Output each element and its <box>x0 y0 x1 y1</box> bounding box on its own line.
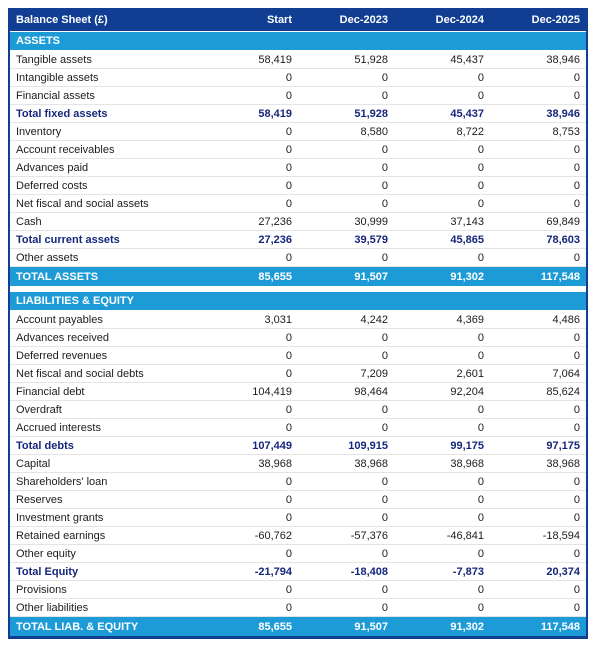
table-row <box>10 437 586 455</box>
row-value: 38,968 <box>298 455 394 473</box>
row-label: Deferred costs <box>10 177 202 195</box>
row-value: 0 <box>202 249 298 267</box>
table-row <box>10 419 586 437</box>
row-value: 0 <box>202 123 298 141</box>
row-value: 0 <box>490 159 586 177</box>
row-value: 0 <box>298 87 394 105</box>
row-value: 0 <box>394 177 490 195</box>
row-label: Net fiscal and social debts <box>10 365 202 383</box>
row-value: 0 <box>298 509 394 527</box>
grand-total-value: 91,507 <box>298 617 394 637</box>
row-label: Total debts <box>10 437 202 455</box>
grand-total-value: 91,302 <box>394 617 490 637</box>
row-value: 0 <box>394 581 490 599</box>
grand-total-value: 85,655 <box>202 617 298 637</box>
table-row <box>10 491 586 509</box>
row-label: Tangible assets <box>10 51 202 69</box>
row-value: 97,175 <box>490 437 586 455</box>
row-value: 0 <box>202 177 298 195</box>
row-value: 0 <box>394 419 490 437</box>
row-value: 0 <box>298 599 394 617</box>
row-value: 0 <box>298 159 394 177</box>
table-row <box>10 87 586 105</box>
row-label: Other equity <box>10 545 202 563</box>
section-header-row <box>10 32 586 51</box>
row-label: Retained earnings <box>10 527 202 545</box>
row-value: 0 <box>298 69 394 87</box>
row-value: 0 <box>490 249 586 267</box>
row-label: Intangible assets <box>10 69 202 87</box>
row-value: 0 <box>490 599 586 617</box>
row-value: 0 <box>298 545 394 563</box>
row-value: 0 <box>394 473 490 491</box>
table-row <box>10 311 586 329</box>
table-row <box>10 195 586 213</box>
row-value: 0 <box>298 177 394 195</box>
row-value: 0 <box>394 141 490 159</box>
row-label: Provisions <box>10 581 202 599</box>
row-value: 0 <box>490 329 586 347</box>
row-value: -60,762 <box>202 527 298 545</box>
row-value: 0 <box>202 581 298 599</box>
column-header-dec-2025: Dec-2025 <box>490 8 586 32</box>
row-value: 0 <box>394 545 490 563</box>
row-label: Reserves <box>10 491 202 509</box>
column-header-dec-2024: Dec-2024 <box>394 8 490 32</box>
row-value: 0 <box>490 177 586 195</box>
column-header-start: Start <box>202 8 298 32</box>
row-value: 0 <box>394 69 490 87</box>
table-row <box>10 231 586 249</box>
balance-sheet <box>10 8 586 636</box>
table-row <box>10 329 586 347</box>
row-value: 0 <box>394 195 490 213</box>
row-value: 107,449 <box>202 437 298 455</box>
row-value: 104,419 <box>202 383 298 401</box>
row-value: 0 <box>202 329 298 347</box>
row-label: Total fixed assets <box>10 105 202 123</box>
row-label: Shareholders' loan <box>10 473 202 491</box>
row-value: 38,968 <box>202 455 298 473</box>
row-value: 0 <box>490 69 586 87</box>
row-value: 0 <box>394 87 490 105</box>
row-value: 51,928 <box>298 51 394 69</box>
row-value: 7,209 <box>298 365 394 383</box>
table-row <box>10 213 586 231</box>
row-value: 0 <box>202 159 298 177</box>
row-value: 58,419 <box>202 105 298 123</box>
row-value: 7,064 <box>490 365 586 383</box>
row-value: 0 <box>298 347 394 365</box>
row-label: Total Equity <box>10 563 202 581</box>
balance-sheet-table <box>8 8 588 639</box>
row-value: 58,419 <box>202 51 298 69</box>
table-row <box>10 177 586 195</box>
row-value: 0 <box>298 491 394 509</box>
row-value: 8,580 <box>298 123 394 141</box>
grand-total-value: 91,507 <box>298 267 394 287</box>
table-row <box>10 105 586 123</box>
row-value: 92,204 <box>394 383 490 401</box>
table-row <box>10 473 586 491</box>
row-value: 0 <box>298 401 394 419</box>
row-value: 0 <box>202 195 298 213</box>
row-value: 0 <box>490 509 586 527</box>
row-value: 0 <box>202 473 298 491</box>
row-value: 38,946 <box>490 105 586 123</box>
grand-total-value: 91,302 <box>394 267 490 287</box>
row-value: 45,437 <box>394 105 490 123</box>
table-row <box>10 365 586 383</box>
row-value: 38,968 <box>490 455 586 473</box>
row-value: 0 <box>490 545 586 563</box>
table-row <box>10 383 586 401</box>
row-value: 2,601 <box>394 365 490 383</box>
row-value: 3,031 <box>202 311 298 329</box>
row-value: 0 <box>490 419 586 437</box>
table-row <box>10 581 586 599</box>
row-label: Other assets <box>10 249 202 267</box>
row-value: 0 <box>202 347 298 365</box>
row-value: 99,175 <box>394 437 490 455</box>
row-value: 0 <box>394 347 490 365</box>
row-label: Capital <box>10 455 202 473</box>
row-label: Overdraft <box>10 401 202 419</box>
table-row <box>10 123 586 141</box>
row-value: 45,865 <box>394 231 490 249</box>
row-value: 0 <box>490 141 586 159</box>
row-value: 0 <box>298 329 394 347</box>
row-value: 8,753 <box>490 123 586 141</box>
row-value: 0 <box>394 491 490 509</box>
grand-total-row <box>10 267 586 287</box>
row-value: 4,486 <box>490 311 586 329</box>
row-value: 0 <box>202 141 298 159</box>
row-label: Account payables <box>10 311 202 329</box>
row-label: Deferred revenues <box>10 347 202 365</box>
row-value: 0 <box>298 473 394 491</box>
table-row <box>10 545 586 563</box>
row-value: 0 <box>202 509 298 527</box>
grand-total-row <box>10 617 586 637</box>
section-header-row <box>10 292 586 311</box>
table-row <box>10 69 586 87</box>
table-row <box>10 509 586 527</box>
row-label: Net fiscal and social assets <box>10 195 202 213</box>
row-value: 0 <box>202 69 298 87</box>
row-value: 0 <box>490 347 586 365</box>
row-value: 38,968 <box>394 455 490 473</box>
row-value: 37,143 <box>394 213 490 231</box>
row-label: Other liabilities <box>10 599 202 617</box>
row-value: 20,374 <box>490 563 586 581</box>
table-row <box>10 527 586 545</box>
row-value: 0 <box>490 401 586 419</box>
row-value: -7,873 <box>394 563 490 581</box>
row-value: 0 <box>490 491 586 509</box>
section-header-label: ASSETS <box>10 32 586 51</box>
row-value: 0 <box>202 401 298 419</box>
row-value: 0 <box>202 87 298 105</box>
row-value: 38,946 <box>490 51 586 69</box>
row-label: Financial assets <box>10 87 202 105</box>
row-label: Total current assets <box>10 231 202 249</box>
section-header-label: LIABILITIES & EQUITY <box>10 292 586 311</box>
row-value: 0 <box>394 329 490 347</box>
row-value: 69,849 <box>490 213 586 231</box>
grand-total-value: 117,548 <box>490 617 586 637</box>
row-value: -18,594 <box>490 527 586 545</box>
row-value: 0 <box>490 87 586 105</box>
grand-total-label: TOTAL ASSETS <box>10 267 202 287</box>
row-value: 0 <box>490 473 586 491</box>
grand-total-value: 117,548 <box>490 267 586 287</box>
row-value: 109,915 <box>298 437 394 455</box>
table-row <box>10 347 586 365</box>
row-value: 0 <box>298 141 394 159</box>
row-value: 4,369 <box>394 311 490 329</box>
row-value: 0 <box>202 599 298 617</box>
row-label: Advances paid <box>10 159 202 177</box>
row-value: 0 <box>394 401 490 419</box>
row-label: Accrued interests <box>10 419 202 437</box>
row-value: 30,999 <box>298 213 394 231</box>
row-value: 27,236 <box>202 213 298 231</box>
row-label: Advances received <box>10 329 202 347</box>
row-label: Account receivables <box>10 141 202 159</box>
row-value: -21,794 <box>202 563 298 581</box>
row-value: 0 <box>394 159 490 177</box>
table-row <box>10 141 586 159</box>
row-value: 8,722 <box>394 123 490 141</box>
row-value: -18,408 <box>298 563 394 581</box>
row-value: 0 <box>394 509 490 527</box>
row-value: 0 <box>298 195 394 213</box>
table-row <box>10 401 586 419</box>
row-value: 0 <box>202 545 298 563</box>
column-header-dec-2023: Dec-2023 <box>298 8 394 32</box>
table-row <box>10 599 586 617</box>
row-value: -46,841 <box>394 527 490 545</box>
grand-total-value: 85,655 <box>202 267 298 287</box>
row-value: 0 <box>298 419 394 437</box>
row-value: 45,437 <box>394 51 490 69</box>
table-title: Balance Sheet (£) <box>10 8 202 32</box>
row-value: 0 <box>490 581 586 599</box>
table-row <box>10 563 586 581</box>
row-value: 0 <box>202 491 298 509</box>
table-row <box>10 249 586 267</box>
row-value: 85,624 <box>490 383 586 401</box>
row-value: 27,236 <box>202 231 298 249</box>
row-label: Cash <box>10 213 202 231</box>
row-value: 4,242 <box>298 311 394 329</box>
row-value: 0 <box>298 581 394 599</box>
row-label: Financial debt <box>10 383 202 401</box>
table-row <box>10 455 586 473</box>
row-value: 98,464 <box>298 383 394 401</box>
row-value: 0 <box>394 599 490 617</box>
row-value: 0 <box>202 419 298 437</box>
row-label: Inventory <box>10 123 202 141</box>
row-label: Investment grants <box>10 509 202 527</box>
row-value: 39,579 <box>298 231 394 249</box>
grand-total-label: TOTAL LIAB. & EQUITY <box>10 617 202 637</box>
row-value: -57,376 <box>298 527 394 545</box>
column-header-row <box>10 8 586 32</box>
table-row <box>10 51 586 69</box>
row-value: 0 <box>202 365 298 383</box>
row-value: 0 <box>394 249 490 267</box>
row-value: 78,603 <box>490 231 586 249</box>
row-value: 0 <box>490 195 586 213</box>
row-value: 0 <box>298 249 394 267</box>
row-value: 51,928 <box>298 105 394 123</box>
table-row <box>10 159 586 177</box>
